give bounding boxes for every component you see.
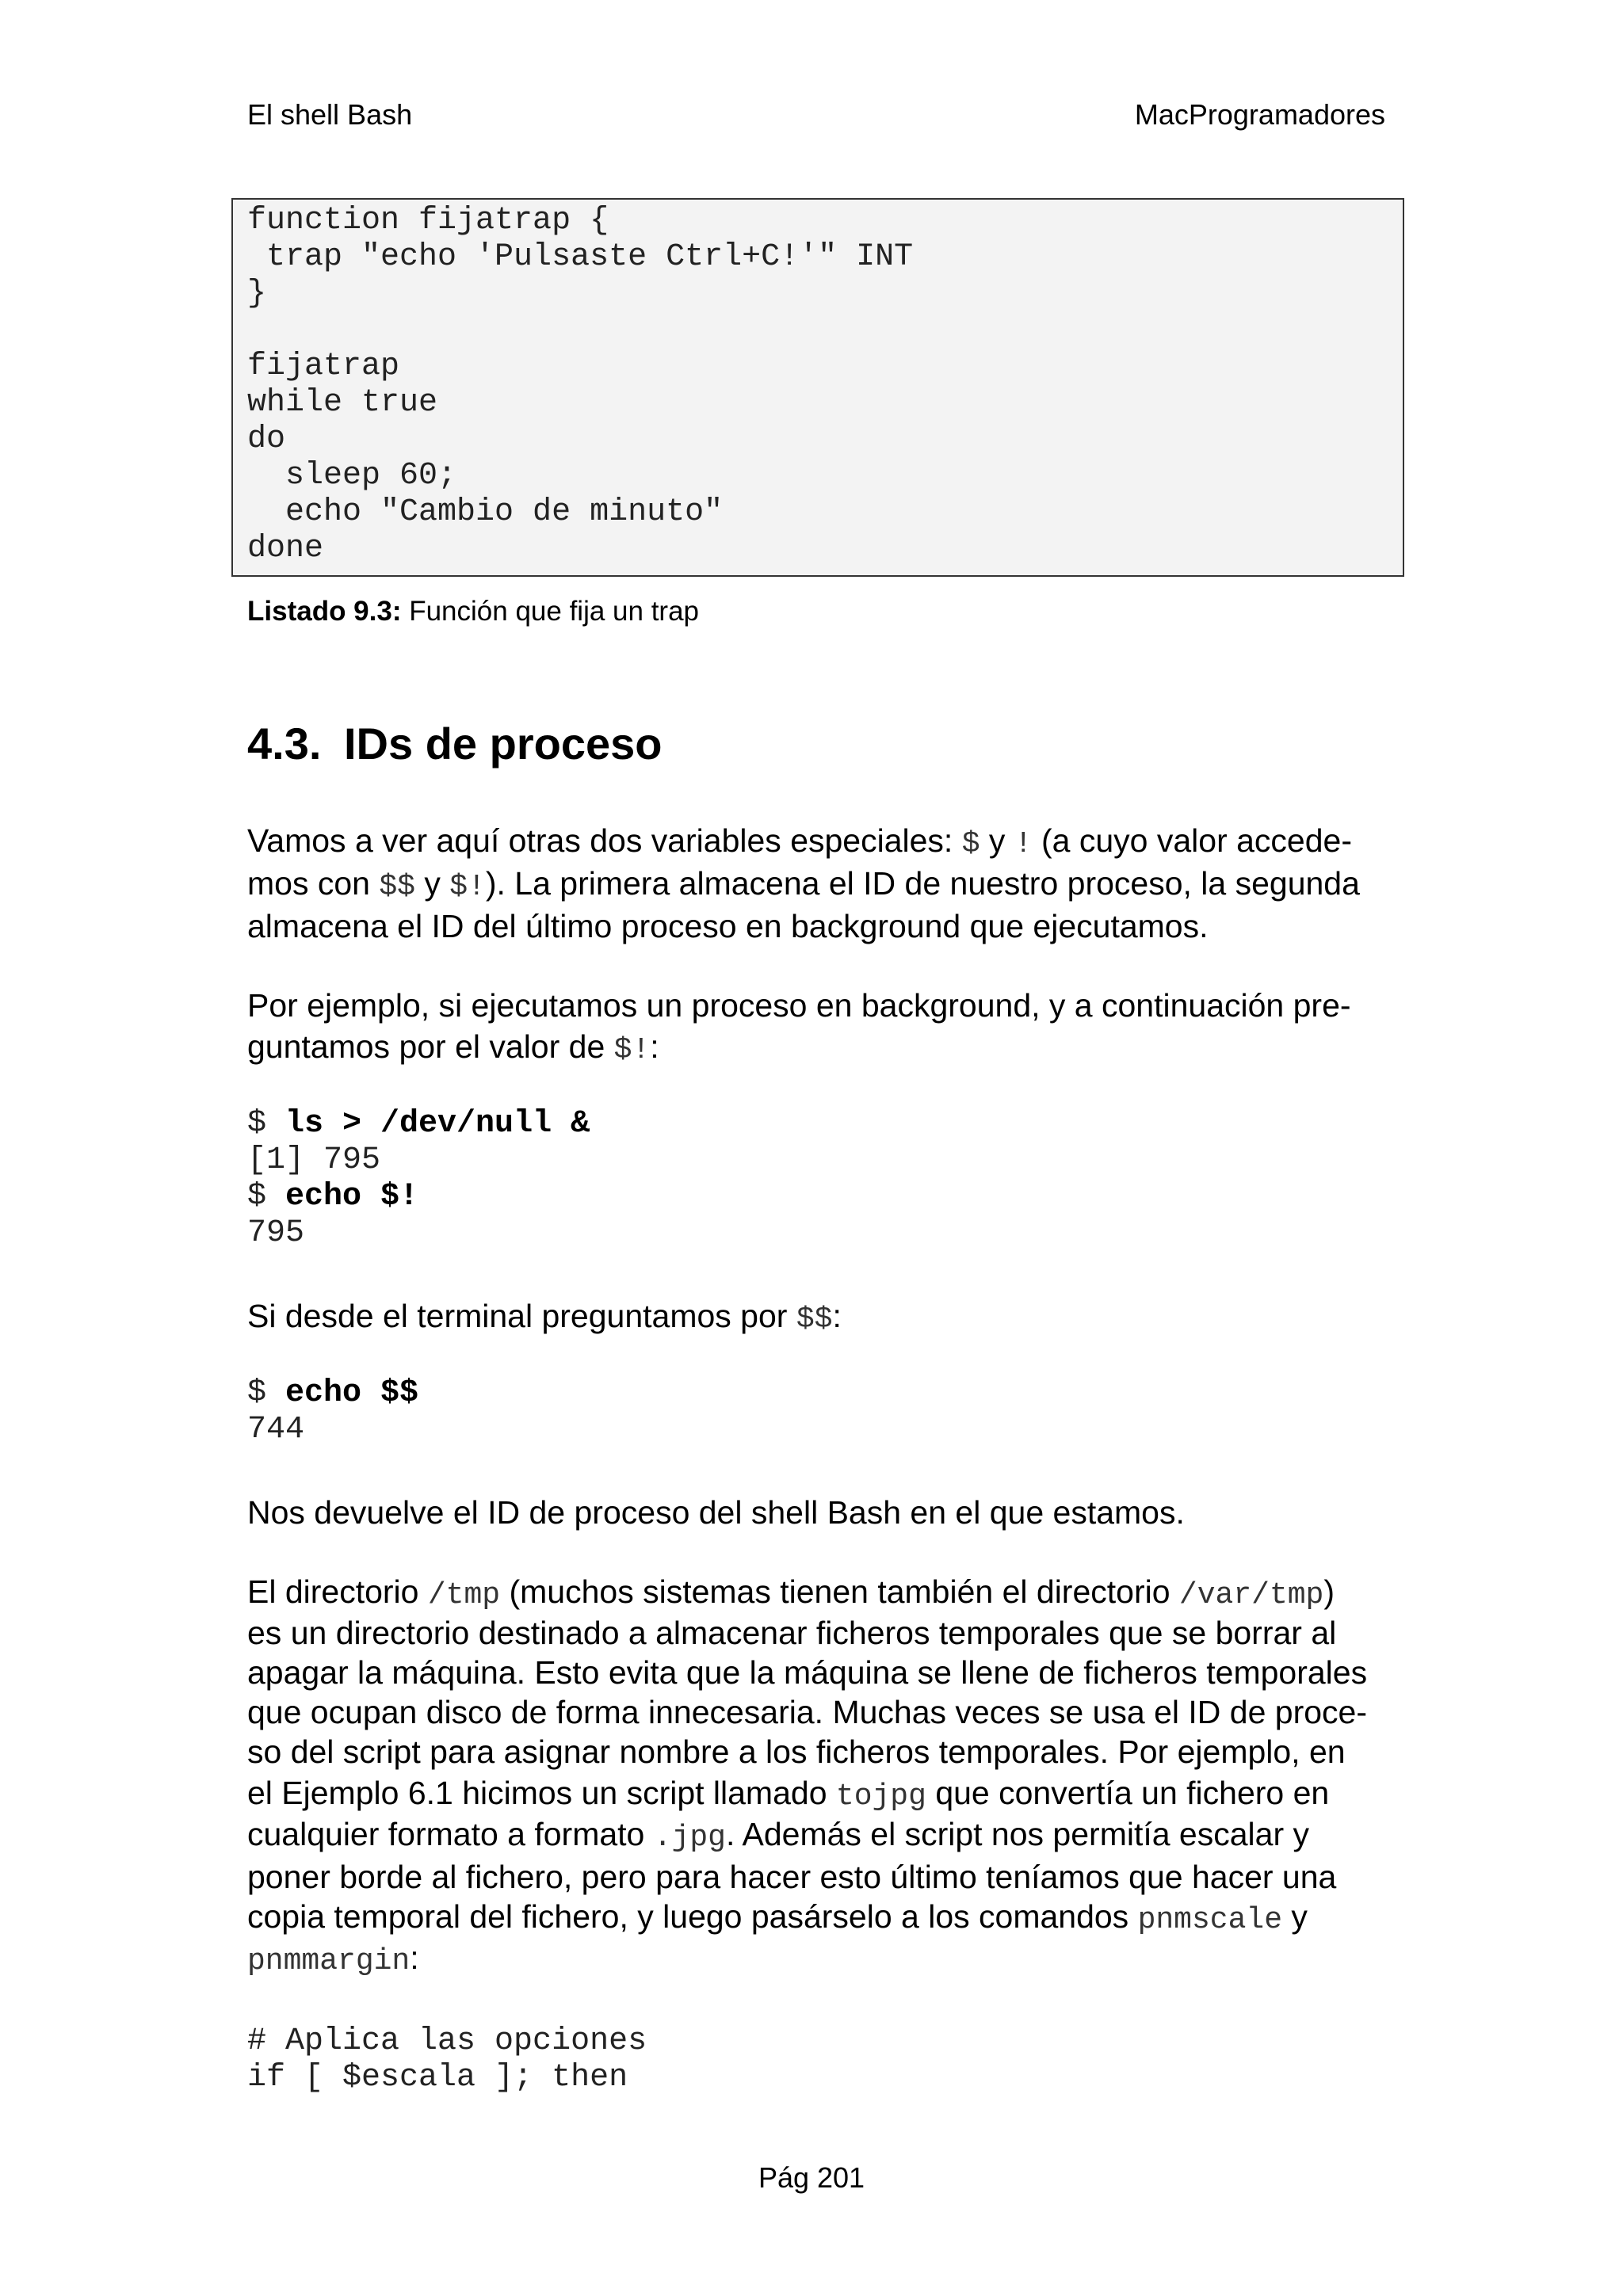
page-number: Pág 201: [758, 2161, 865, 2194]
paragraph-4: Nos devuelve el ID de proceso del shell Bash en el que estamos.: [247, 1494, 1185, 1531]
code-listing-line: echo "Cambio de minuto": [247, 494, 724, 530]
paragraph-1-line-2: mos con $$ y $!). La primera almacena el ID de nuestro proceso, la segunda: [247, 865, 1360, 904]
code-listing-line: }: [247, 276, 267, 311]
code-listing-line: fijatrap: [247, 349, 400, 384]
paragraph-5-line-8: poner borde al fichero, pero para hacer esto último teníamos que hacer una: [247, 1859, 1337, 1895]
paragraph-5-line-10: pnmmargin:: [247, 1939, 419, 1978]
paragraph-2-line-2: guntamos por el valor de $!:: [247, 1028, 659, 1067]
code-listing-line: sleep 60;: [247, 458, 457, 494]
terminal-command-2: $ echo $!: [247, 1179, 419, 1215]
paragraph-1-line-1: Vamos a ver aquí otras dos variables especiales: $ y ! (a cuyo valor accede-: [247, 822, 1352, 861]
paragraph-5-line-6: el Ejemplo 6.1 hicimos un script llamado tojpg que convertía un fichero en: [247, 1775, 1330, 1814]
caption-label: Listado 9.3:: [247, 596, 402, 627]
terminal-output-1: [1] 795: [247, 1142, 381, 1178]
paragraph-5-line-9: copia temporal del fichero, y luego pasárselo a los comandos pnmscale y: [247, 1898, 1308, 1937]
paragraph-5-line-4: que ocupan disco de forma innecesaria. Muchas veces se usa el ID de proce-: [247, 1694, 1367, 1730]
terminal-output-3: 744: [247, 1412, 305, 1447]
paragraph-2-line-1: Por ejemplo, si ejecutamos un proceso en background, y a continuación pre-: [247, 987, 1351, 1024]
caption-text: Función que fija un trap: [401, 596, 699, 627]
paragraph-5-line-3: apagar la máquina. Esto evita que la máquina se llene de ficheros temporales: [247, 1654, 1368, 1691]
section-number: 4.3.: [247, 719, 322, 769]
running-header-site: MacProgramadores: [1134, 98, 1385, 131]
code-listing-line: trap "echo 'Pulsaste Ctrl+C!'" INT: [247, 239, 914, 275]
code-snippet-line-2: if [ $escala ]; then: [247, 2060, 628, 2096]
terminal-command-1: $ ls > /dev/null &: [247, 1106, 590, 1142]
paragraph-5-line-7: cualquier formato a formato .jpg. Además el script nos permitía escalar y: [247, 1816, 1309, 1855]
terminal-output-2: 795: [247, 1215, 305, 1251]
code-snippet-line-1: # Aplica las opciones: [247, 2023, 647, 2059]
section-heading: [247, 718, 662, 769]
running-header-title: El shell Bash: [247, 98, 413, 131]
paragraph-5-line-1: El directorio /tmp (muchos sistemas tienen también el directorio /var/tmp): [247, 1573, 1335, 1612]
paragraph-1-line-3: almacena el ID del último proceso en background que ejecutamos.: [247, 908, 1209, 944]
terminal-command-3: $ echo $$: [247, 1375, 419, 1411]
code-listing-line: do: [247, 421, 286, 457]
paragraph-5-line-5: so del script para asignar nombre a los ficheros temporales. Por ejemplo, en: [247, 1733, 1346, 1770]
listing-caption: [247, 596, 699, 627]
code-listing-line: done: [247, 531, 324, 566]
code-listing-line: while true: [247, 385, 438, 421]
paragraph-5-line-2: es un directorio destinado a almacenar ficheros temporales que se borrar al: [247, 1615, 1337, 1651]
section-title: IDs de proceso: [344, 719, 663, 769]
paragraph-3: Si desde el terminal preguntamos por $$:: [247, 1298, 842, 1337]
code-listing-line: function fijatrap {: [247, 203, 609, 238]
